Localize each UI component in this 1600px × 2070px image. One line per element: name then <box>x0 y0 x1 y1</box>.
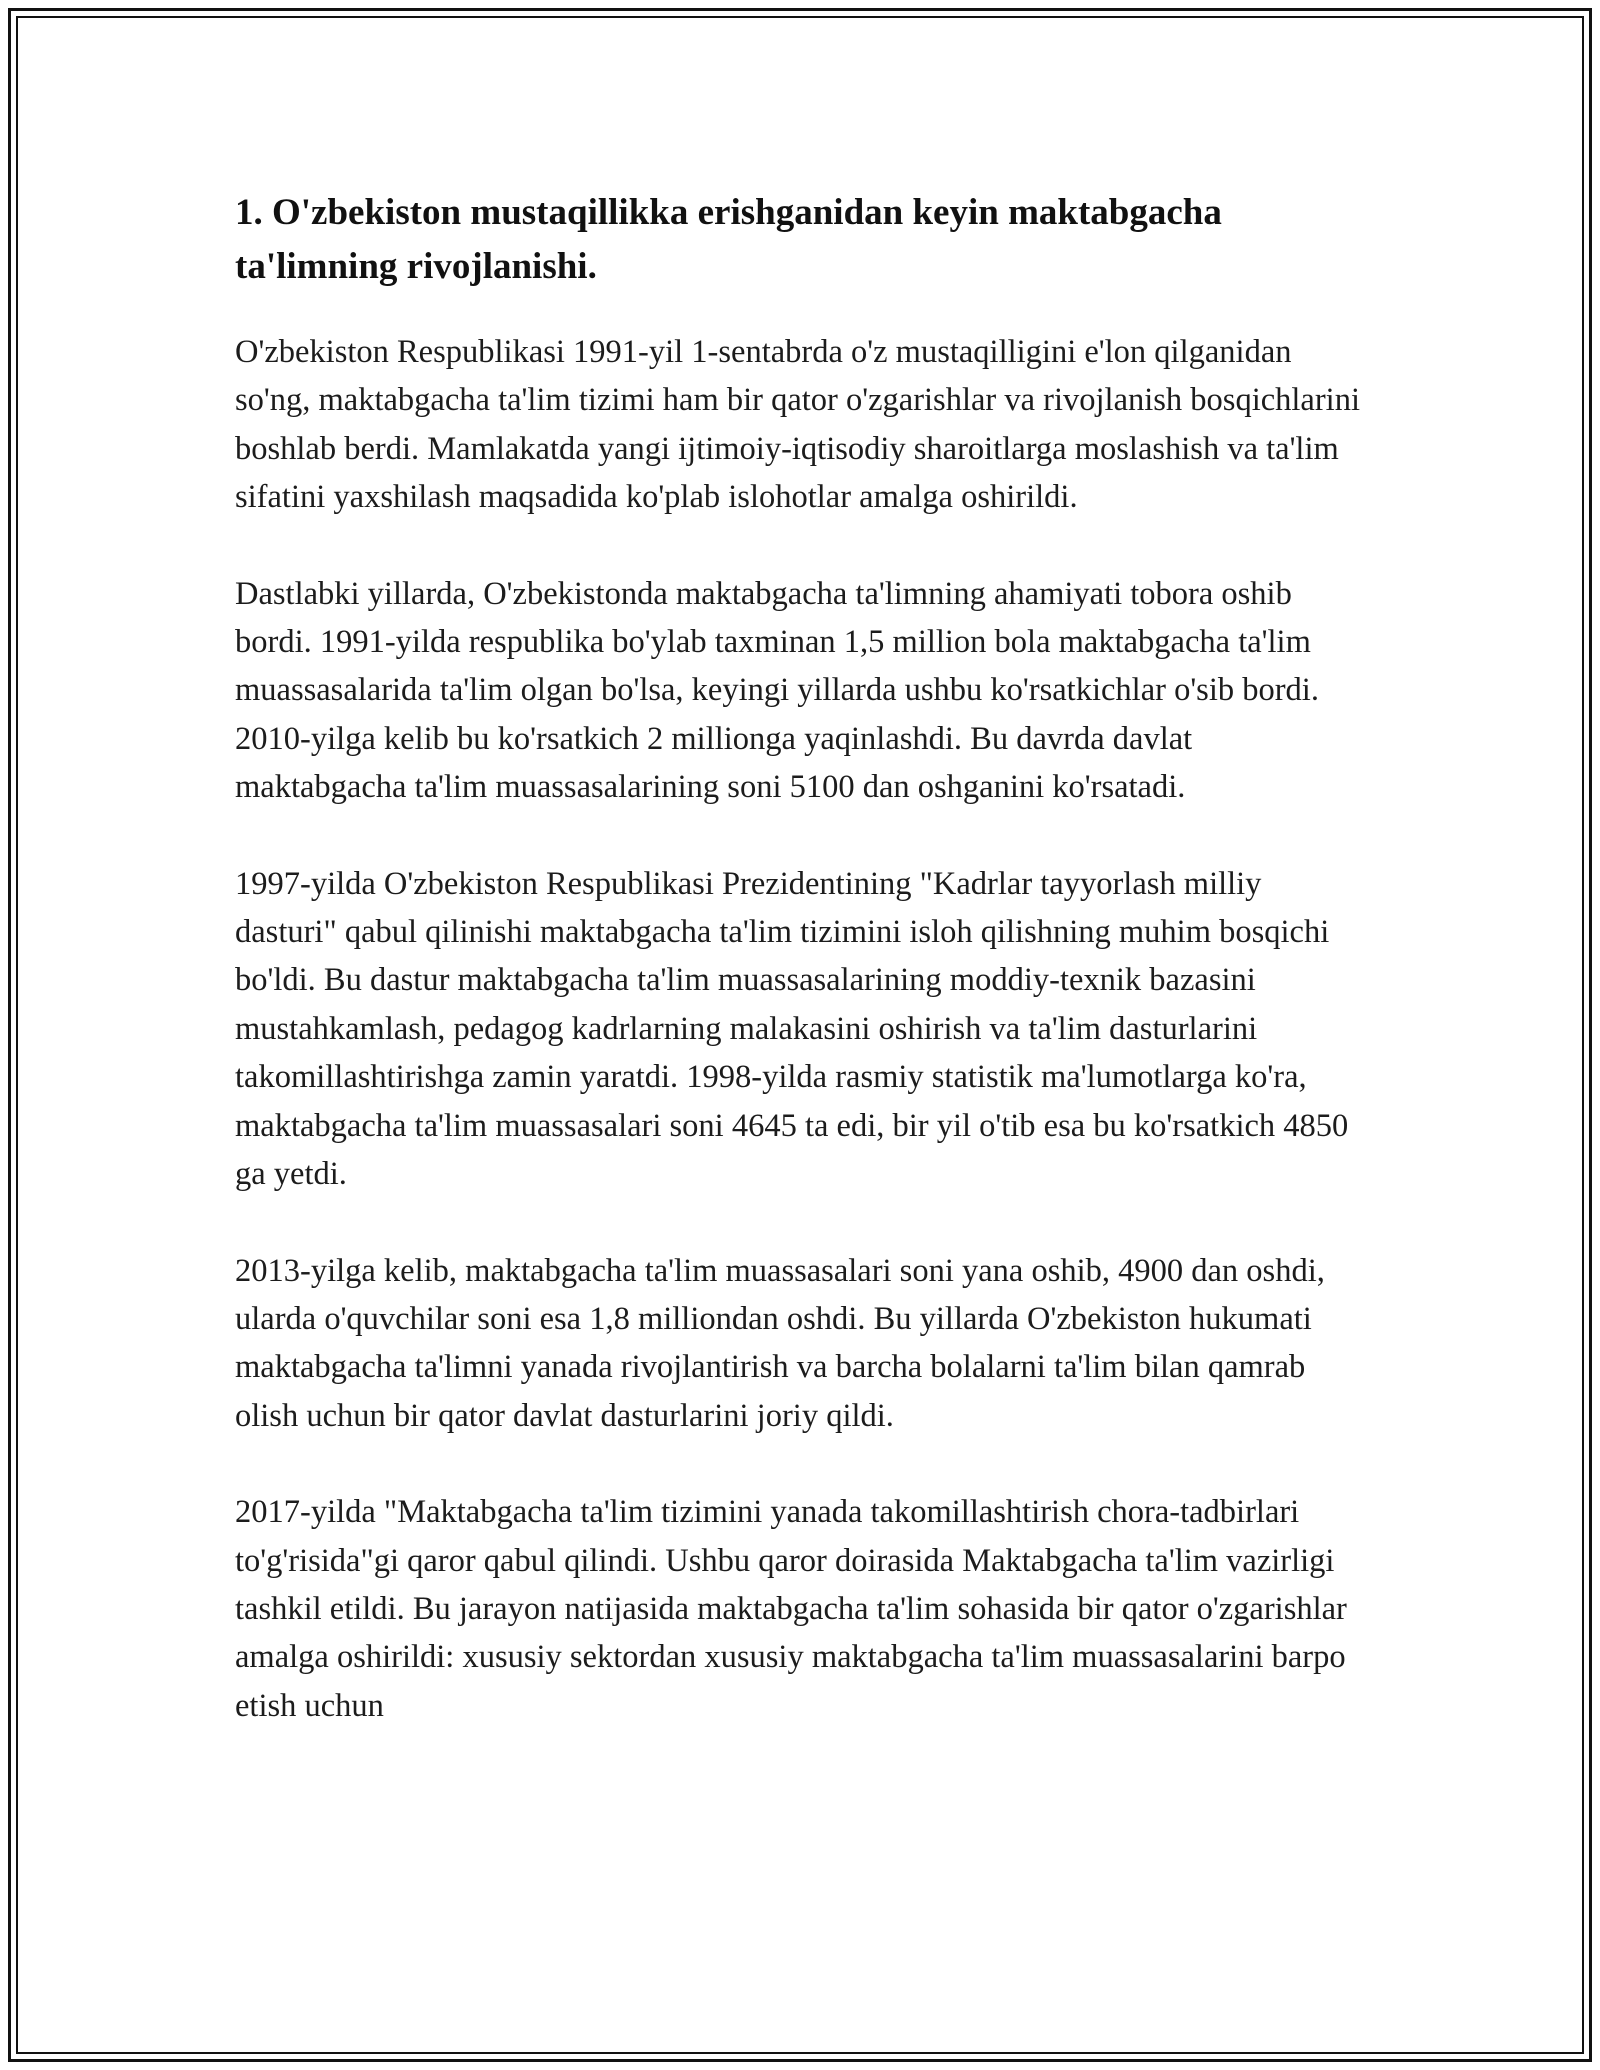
paragraph-2017: 2017-yilda "Maktabgacha ta'lim tizimini yanada takomillashtirish chora-tadbirlari to'g'risida"gi qaror qabul qilindi. Ushbu qaror doirasida Maktabgacha ta'lim vazirligi tashkil etildi. Bu jarayon natijasida maktabgacha ta'lim sohasida bir qator o'zgarishlar amalga oshirildi: xususiy sektordan xususiy maktabgacha ta'lim muassasalarini barpo etish uchun <box>235 1494 1347 1724</box>
paragraph-1997-program: 1997-yilda O'zbekiston Respublikasi Prezidentining "Kadrlar tayyorlash milliy dasturi" qabul qilinishi maktabgacha ta'lim tizimini isloh qilishning muhim bosqichi bo'ldi. Bu dastur maktabgacha ta'lim muassasalarining moddiy-texnik bazasini mustahkamlash, pedagog kadrlarning malakasini oshirish va ta'lim dasturlarini takomillashtirishga zamin yaratdi. 1998-yilda rasmiy statistik ma'lumotlarga ko'ra, maktabgacha ta'lim muassasalari soni 4645 ta edi, bir yil o'tib esa bu ko'rsatkich 4850 ga yetdi. <box>235 865 1349 1193</box>
document-body <box>235 186 1365 1778</box>
paragraph-2013: 2013-yilga kelib, maktabgacha ta'lim muassasalari soni yana oshib, 4900 dan oshdi, ularda o'quvchilar soni esa 1,8 milliondan oshdi. Bu yillarda O'zbekiston hukumati maktabgacha ta'limni yanada rivojlantirish va barcha bolalarni ta'lim bilan qamrab olish uchun bir qator davlat dasturlarini joriy qildi. <box>235 1252 1325 1434</box>
paragraph-independence: O'zbekiston Respublikasi 1991-yil 1-sentabrda o'z mustaqilligini e'lon qilganidan so'ng, maktabgacha ta'lim tizimi ham bir qator o'zgarishlar va rivojlanish bosqichlarini boshlab berdi. Mamlakatda yangi ijtimoiy-iqtisodiy sharoitlarga moslashish va ta'lim sifatini yaxshilash maqsadida ko'plab islohotlar amalga oshirildi. <box>235 334 1360 516</box>
paragraph-early-years: Dastlabki yillarda, O'zbekistonda maktabgacha ta'limning ahamiyati tobora oshib bordi. 1991-yilda respublika bo'ylab taxminan 1,5 million bola maktabgacha ta'lim muassasalarida ta'lim olgan bo'lsa, keyingi yillarda ushbu ko'rsatkichlar o'sib bordi. 2010-yilga kelib bu ko'rsatkich 2 millionga yaqinlashdi. Bu davrda davlat maktabgacha ta'lim muassasalarining soni 5100 dan oshganini ko'rsatadi. <box>235 575 1319 806</box>
section-title: 1. O'zbekiston mustaqillikka erishganidan keyin maktabgacha ta'limning rivojlanishi. <box>235 192 1222 287</box>
